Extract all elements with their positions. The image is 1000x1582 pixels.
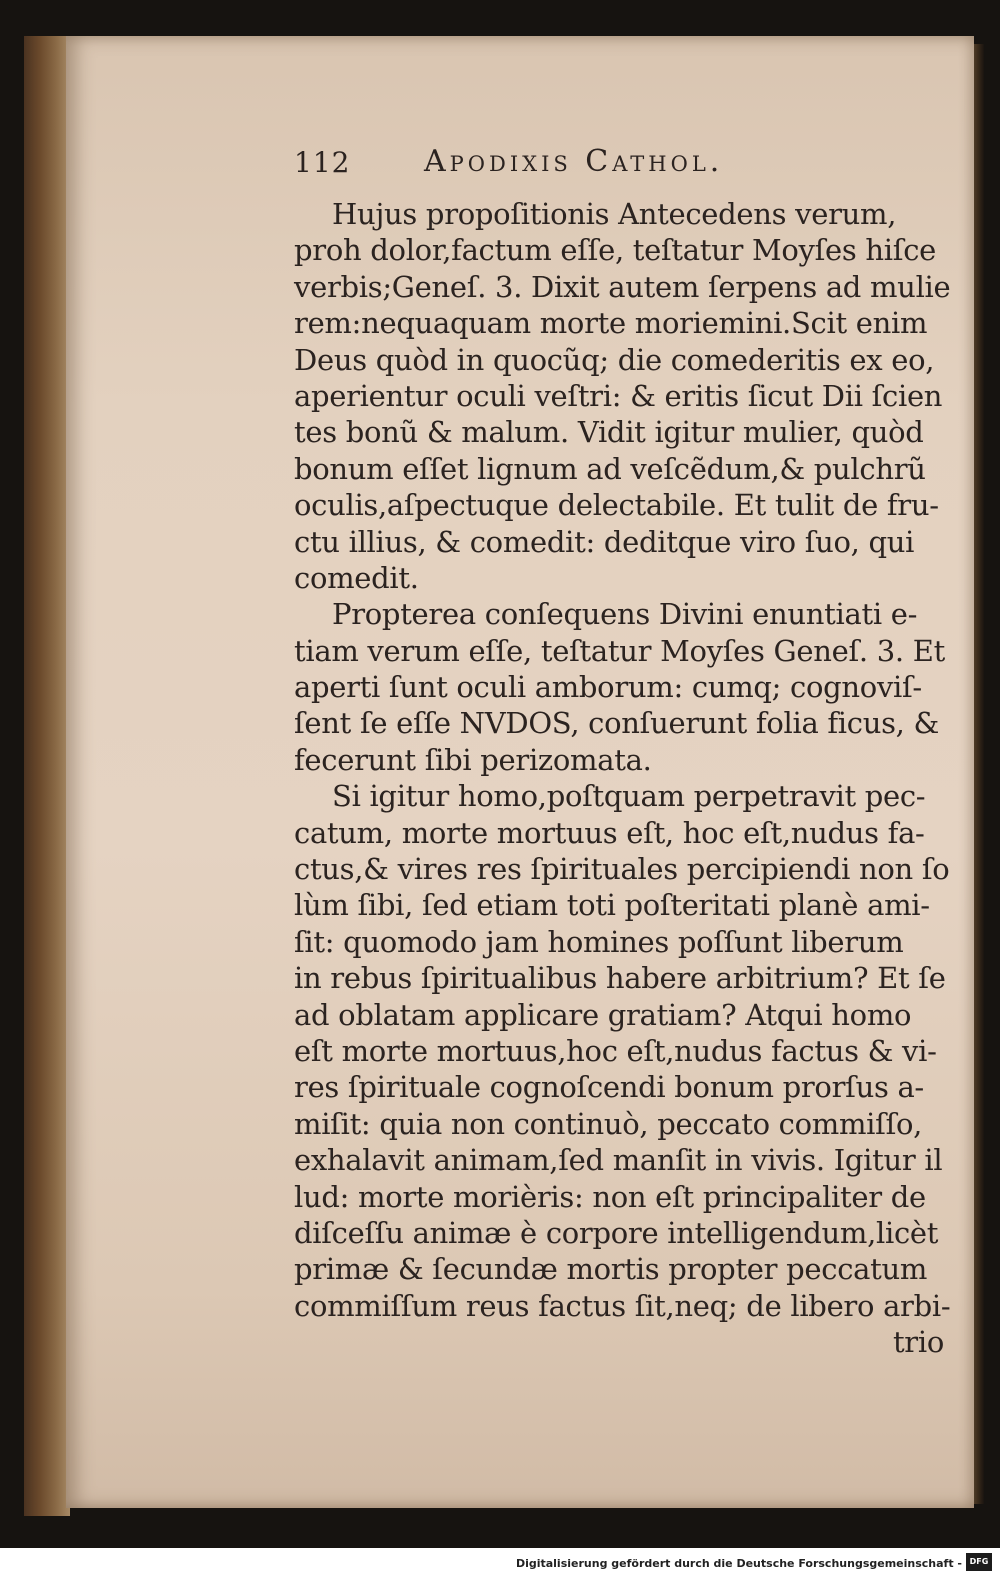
text-line: tes bonũ & malum. Vidit igitur mulier, quòd xyxy=(294,415,924,450)
text-line: commiſſum reus factus ſit,neq; de libero arbi- xyxy=(294,1288,951,1323)
text-line: Propterea conſequens Divini enuntiati e- xyxy=(332,597,918,632)
text-line: rem:nequaquam morte moriemini.Scit enim xyxy=(294,306,928,341)
text-line: diſceſſu animæ è corpore intelligendum,licèt xyxy=(294,1215,939,1250)
text-line: ad oblatam applicare gratiam? Atqui homo xyxy=(294,997,912,1032)
text-line: fecerunt ſibi perizomata. xyxy=(294,742,652,777)
text-line: aperti ſunt oculi amborum: cumq; cognoviſ- xyxy=(294,670,922,705)
text-line: res ſpirituale cognoſcendi bonum prorſus a- xyxy=(294,1070,924,1105)
text-line: verbis;Geneſ. 3. Dixit autem ſerpens ad mulie xyxy=(294,269,951,304)
text-line: miſit: quia non continuò, peccato commiſſo, xyxy=(294,1106,923,1141)
text-line: exhalavit animam,ſed manſit in vivis. Igitur il xyxy=(294,1143,943,1178)
running-title: Apodixis Cathol. xyxy=(424,144,724,179)
body-text xyxy=(294,196,951,1361)
text-line: Deus quòd in quocũq; die comederitis ex eo, xyxy=(294,342,935,377)
text-line: lùm ſibi, ſed etiam toti poſteritati planè ami- xyxy=(294,888,930,923)
text-line: ctus,& vires res ſpirituales percipiendi non ſo xyxy=(294,852,950,887)
page-text-block xyxy=(294,136,951,1361)
text-line: tiam verum eſſe, teſtatur Moyſes Geneſ. 3. Et xyxy=(294,633,945,668)
text-line: trio xyxy=(892,1325,944,1360)
text-line: lud: morte morièris: non eſt principaliter de xyxy=(294,1179,926,1214)
text-line: oculis,aſpectuque delectabile. Et tulit de fru- xyxy=(294,488,939,523)
text-line: comedit. xyxy=(294,560,419,595)
text-line: aperientur oculi veſtri: & eritis ſicut Dii ſcien xyxy=(294,378,943,413)
text-line: proh dolor,factum eſſe, teſtatur Moyſes hiſce xyxy=(294,233,937,268)
funding-credit: Digitalisierung gefördert durch die Deutsche Forschungsgemeinschaft - xyxy=(515,1557,962,1570)
dfg-logo: DFG xyxy=(966,1553,992,1571)
text-line: ſent ſe eſſe NVDOS, conſuerunt folia ficus, & xyxy=(294,706,940,741)
text-line: primæ & ſecundæ mortis propter peccatum xyxy=(294,1252,928,1287)
text-line: Si igitur homo,poſtquam perpetravit pec- xyxy=(332,779,926,814)
running-head xyxy=(294,136,944,196)
text-line: catum, morte mortuus eſt, hoc eſt,nudus fa- xyxy=(294,815,925,850)
text-line: ctu illius, & comedit: deditque viro ſuo, qui xyxy=(294,524,915,559)
text-line: bonum eſſet lignum ad veſcẽdum,& pulchrũ xyxy=(294,451,926,486)
page-number: 112 xyxy=(294,146,351,179)
book-spine xyxy=(24,36,70,1516)
book-page xyxy=(66,36,974,1508)
text-line: in rebus ſpiritualibus habere arbitrium? Et ſe xyxy=(294,961,946,996)
text-line: ſit: quomodo jam homines poſſunt liberum xyxy=(294,924,904,959)
text-line: eſt morte mortuus,hoc eſt,nudus factus & vi- xyxy=(294,1033,937,1068)
text-line: Hujus propoſitionis Antecedens verum, xyxy=(332,197,897,231)
